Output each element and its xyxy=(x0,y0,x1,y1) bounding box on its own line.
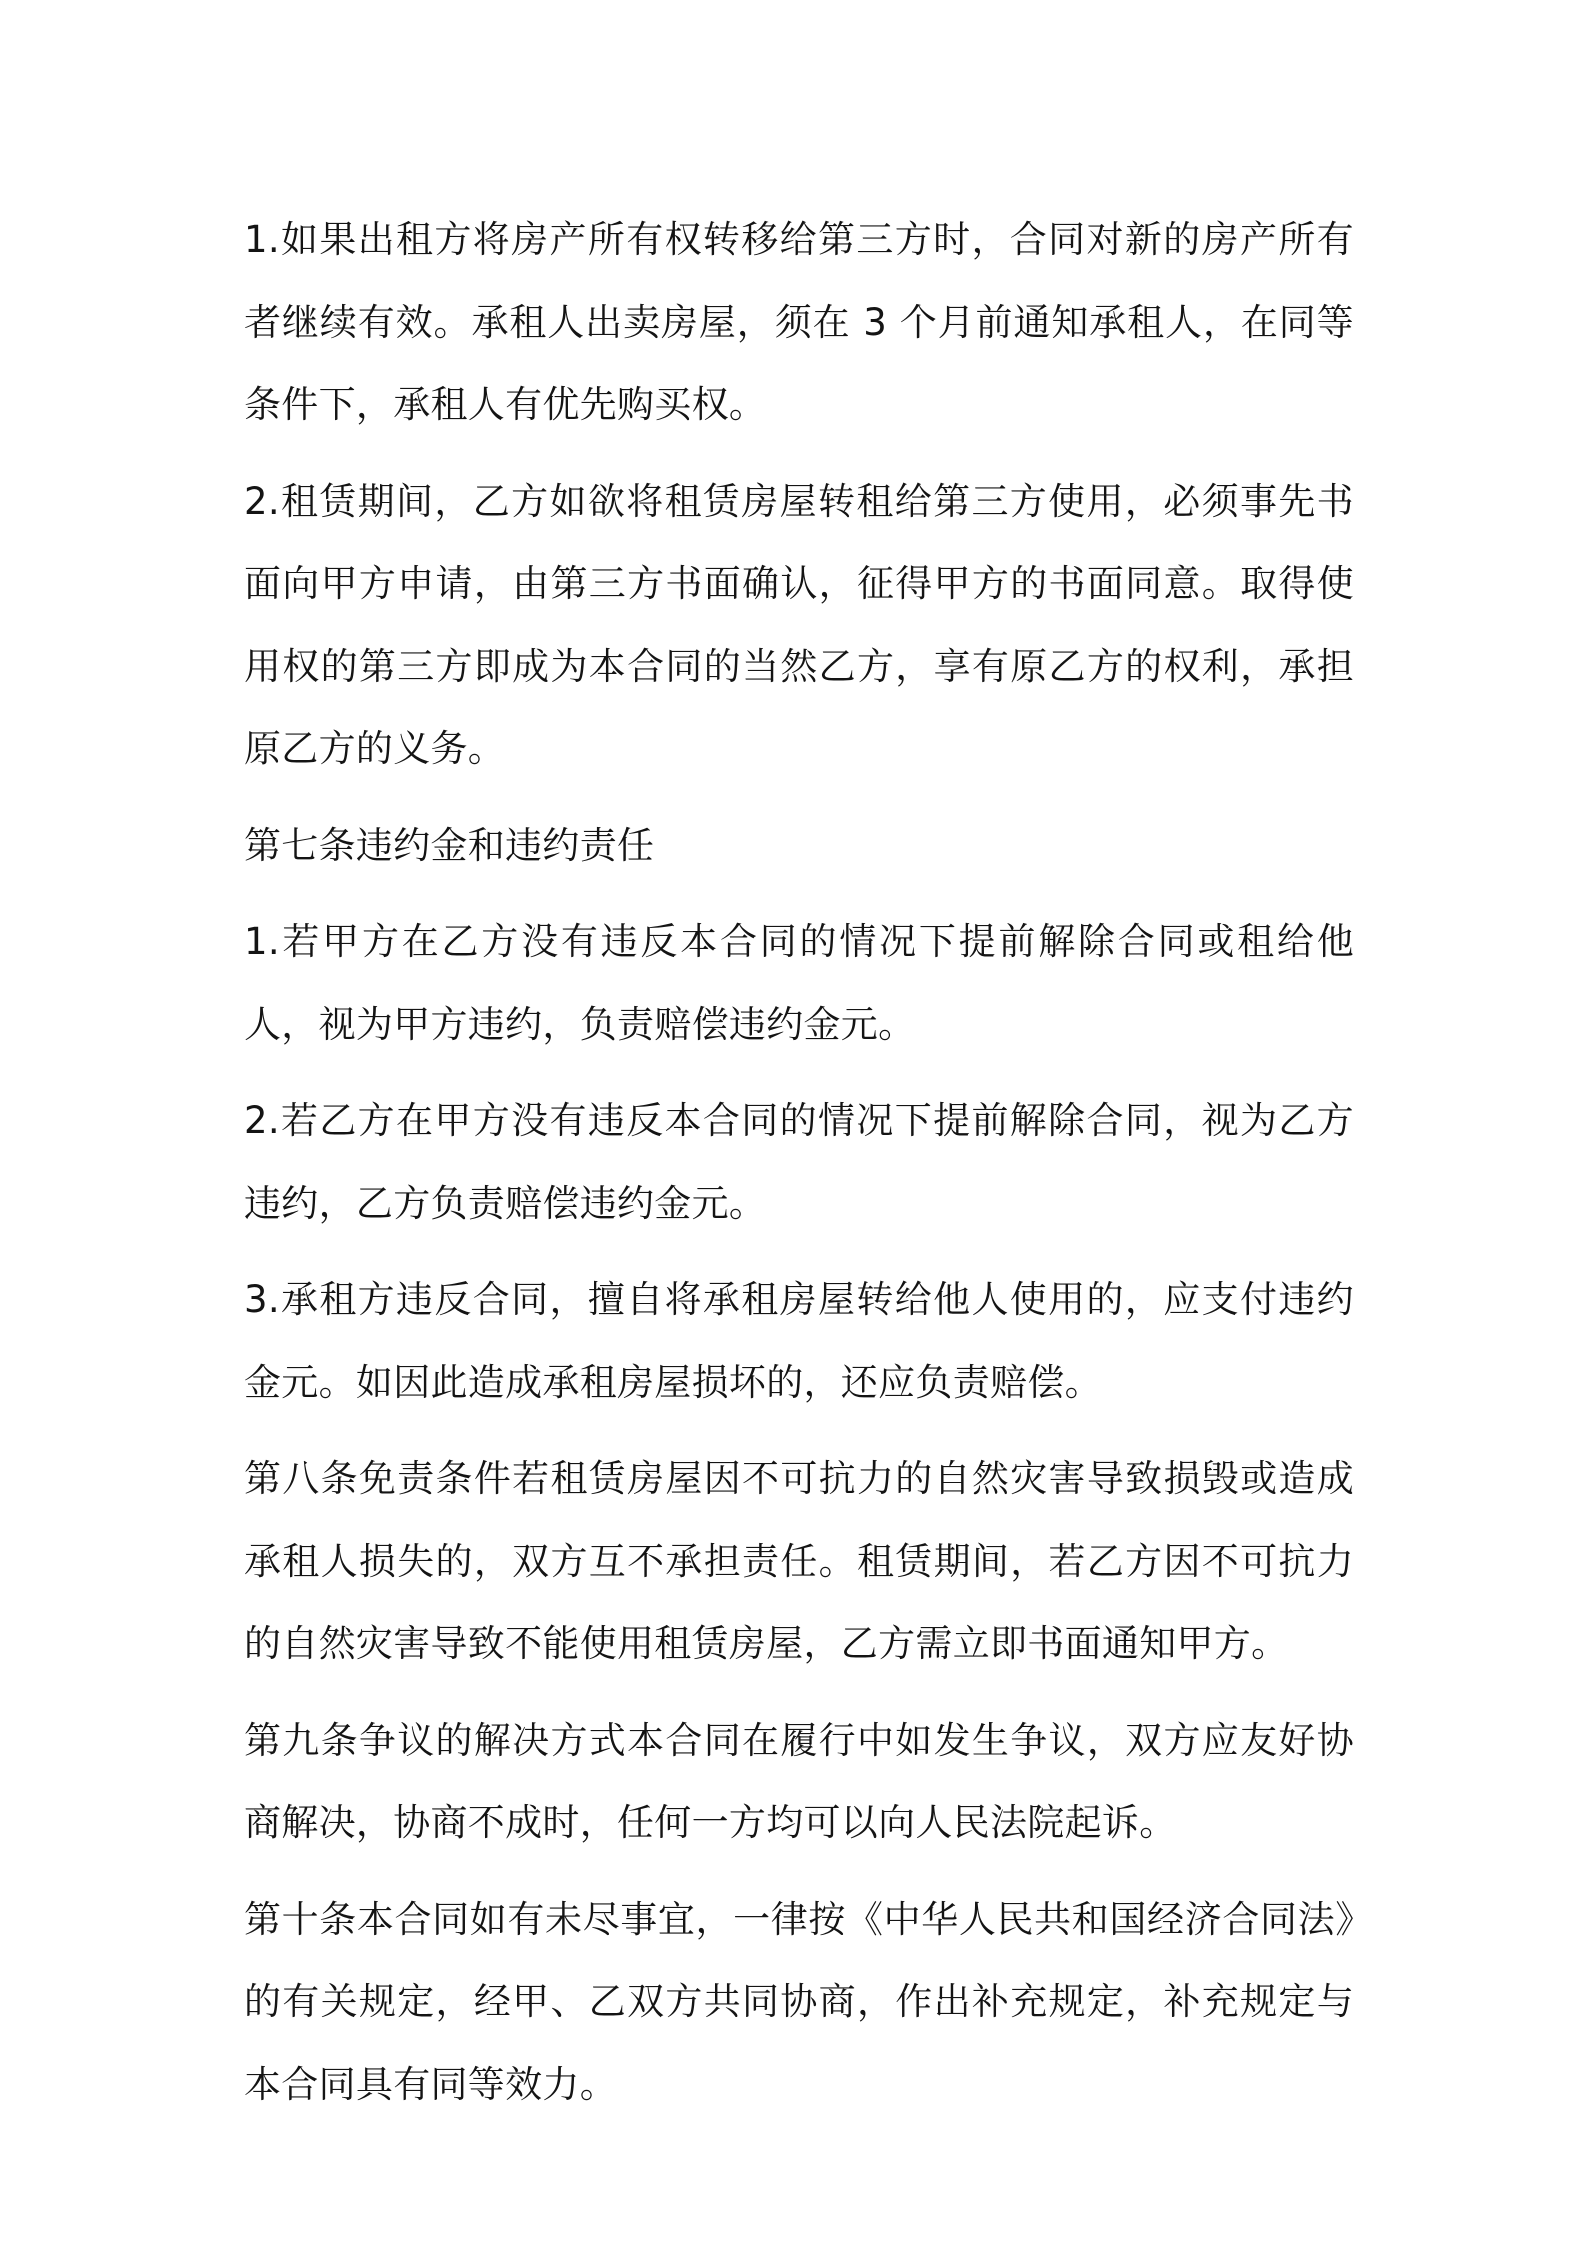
clause-7-item-2: 2.若乙方在甲方没有违反本合同的情况下提前解除合同，视为乙方违约，乙方负责赔偿违约金元。 xyxy=(244,1099,1354,1225)
clause-6-item-1: 1.如果出租方将房产所有权转移给第三方时，合同对新的房产所有者继续有效。承租人出卖房屋，须在 3 个月前通知承租人，在同等条件下，承租人有优先购买权。 xyxy=(244,218,1354,426)
clause-9-paragraph: 第九条争议的解决方式本合同在履行中如发生争议，双方应友好协商解决，协商不成时，任何一方均可以向人民法院起诉。 xyxy=(244,1718,1354,1844)
clause-6-item-2: 2.租赁期间，乙方如欲将租赁房屋转租给第三方使用，必须事先书面向甲方申请，由第三方书面确认，征得甲方的书面同意。取得使用权的第三方即成为本合同的当然乙方，享有原乙方的权利，承担原乙方的义务。 xyxy=(244,479,1354,770)
clause-8-paragraph: 第八条免责条件若租赁房屋因不可抗力的自然灾害导致损毁或造成承租人损失的，双方互不承担责任。租赁期间，若乙方因不可抗力的自然灾害导致不能使用租赁房屋，乙方需立即书面通知甲方。 xyxy=(244,1457,1354,1665)
clause-7-item-3: 3.承租方违反合同，擅自将承租房屋转给他人使用的，应支付违约金元。如因此造成承租房屋损坏的，还应负责赔偿。 xyxy=(244,1278,1354,1404)
clause-10-paragraph: 第十条本合同如有未尽事宜，一律按《中华人民共和国经济合同法》的有关规定，经甲、乙双方共同协商，作出补充规定，补充规定与本合同具有同等效力。 xyxy=(244,1897,1354,2106)
clause-7-heading: 第七条违约金和违约责任 xyxy=(244,823,655,867)
document-body xyxy=(244,199,1354,2140)
clause-7-item-1: 1.若甲方在乙方没有违反本合同的情况下提前解除合同或租给他人，视为甲方违约，负责赔偿违约金元。 xyxy=(244,920,1354,1046)
